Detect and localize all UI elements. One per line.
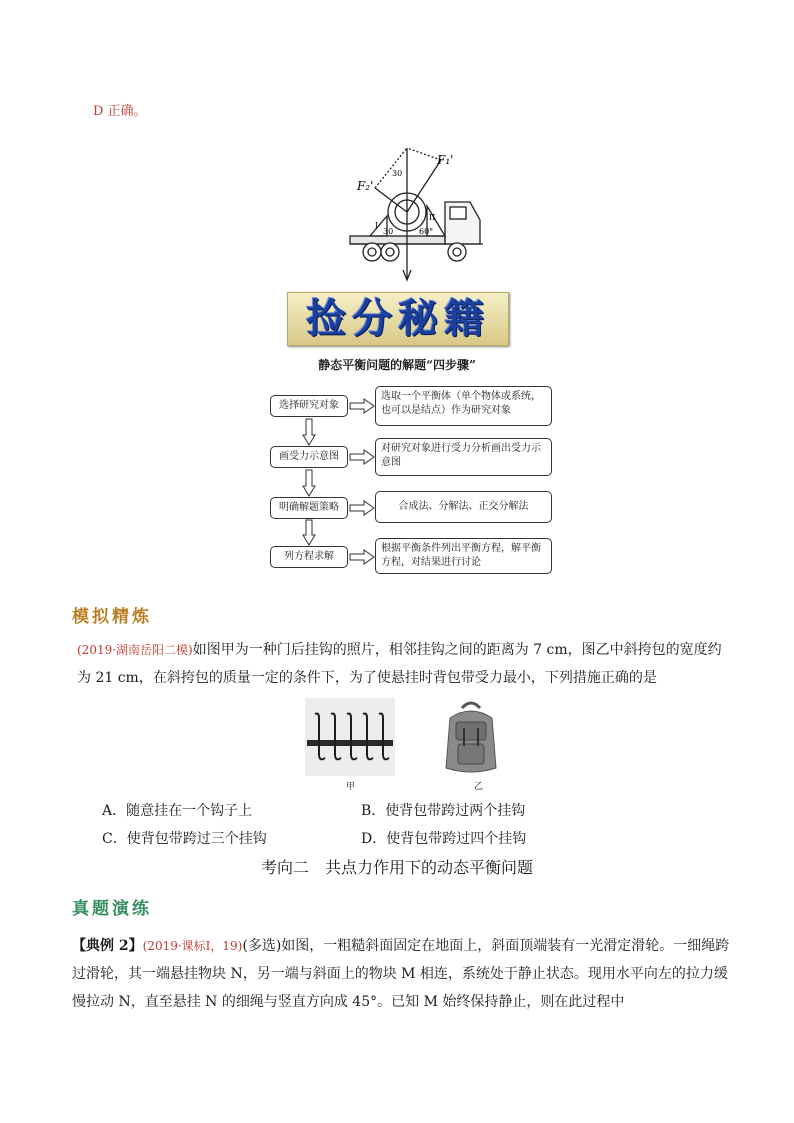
option-d[interactable]: D．使背包带跨过四个挂钩 (361, 831, 527, 847)
step-2-desc: 对研究对象进行受力分析画出受力示意图 (375, 438, 552, 476)
option-c[interactable]: C．使背包带跨过三个挂钩 (102, 831, 267, 847)
arrow-right-icon (349, 549, 375, 565)
caption-a: 甲 (346, 782, 356, 792)
question-1-source: (2019·湖南岳阳二模) (77, 643, 193, 657)
step-4-desc: 根据平衡条件列出平衡方程，解平衡方程，对结果进行讨论 (375, 538, 552, 574)
section-heading-practice: 模拟精炼 (72, 607, 152, 627)
hook-rack-photo (305, 698, 395, 776)
arrow-right-icon (349, 500, 375, 516)
step-3-box: 明确解题策略 (270, 497, 348, 519)
flowchart-title: 静态平衡问题的解题“四步骤” (318, 358, 476, 372)
section-heading-real-exam: 真题演练 (72, 899, 152, 919)
caption-b: 乙 (474, 782, 484, 792)
banner-logo (287, 292, 509, 346)
option-a[interactable]: A．随意挂在一个钩子上 (102, 803, 253, 819)
step-2-box: 画受力示意图 (270, 446, 348, 468)
step-4-box: 列方程求解 (270, 546, 348, 568)
question-1 (77, 636, 727, 692)
arrow-down-icon (302, 519, 316, 546)
section-title: 考向二 共点力作用下的动态平衡问题 (260, 858, 533, 877)
option-b[interactable]: B．使背包带跨过两个挂钩 (361, 803, 526, 819)
step-3-desc: 合成法、分解法、正交分解法 (375, 491, 552, 523)
arrow-down-icon (302, 418, 316, 446)
angle-top-label: 30 (392, 169, 403, 178)
question-2 (72, 932, 732, 1016)
arrow-right-icon (349, 398, 375, 414)
step-1-box: 选择研究对象 (270, 395, 348, 417)
roman-i-label: I (375, 221, 379, 230)
question-2-tag: 【典例 2】 (72, 938, 143, 954)
f1-label: F₁' (437, 153, 454, 167)
arrow-down-icon (302, 469, 316, 497)
roman-ii-label: II (429, 213, 436, 222)
intro-text: D 正确。 (93, 104, 147, 119)
backpack-photo (440, 698, 502, 776)
angle-bottom-right-label: 60° (419, 227, 434, 236)
step-1-desc: 选取一个平衡体（单个物体或系统，也可以是结点）作为研究对象 (375, 386, 552, 426)
truck-force-diagram (345, 140, 485, 290)
banner-text: 捡分秘籍 (306, 295, 490, 342)
question-1-text: 如图甲为一种门后挂钩的照片，相邻挂钩之间的距离为 7 cm，图乙中斜挎包的宽度约为 21 cm，在斜挎包的质量一定的条件下，为了使悬挂时背包带受力最小，下列措施正确的是 (77, 642, 722, 686)
arrow-right-icon (349, 449, 375, 465)
question-2-text: (多选)如图，一粗糙斜面固定在地面上，斜面顶端装有一光滑定滑轮。一细绳跨过滑轮，其一端悬挂物块 N，另一端与斜面上的物块 M 相连，系统处于静止状态。现用水平向左的拉力缓慢拉动 N，直至悬挂 N 的细绳与竖直方向成 45°。已知 M 始终保持静止，则在此过程中 (72, 938, 730, 1010)
question-2-source: (2019·课标Ⅰ，19) (142, 939, 243, 953)
f2-label: F₂' (357, 179, 374, 193)
angle-bottom-left-label: 30 (383, 227, 394, 236)
